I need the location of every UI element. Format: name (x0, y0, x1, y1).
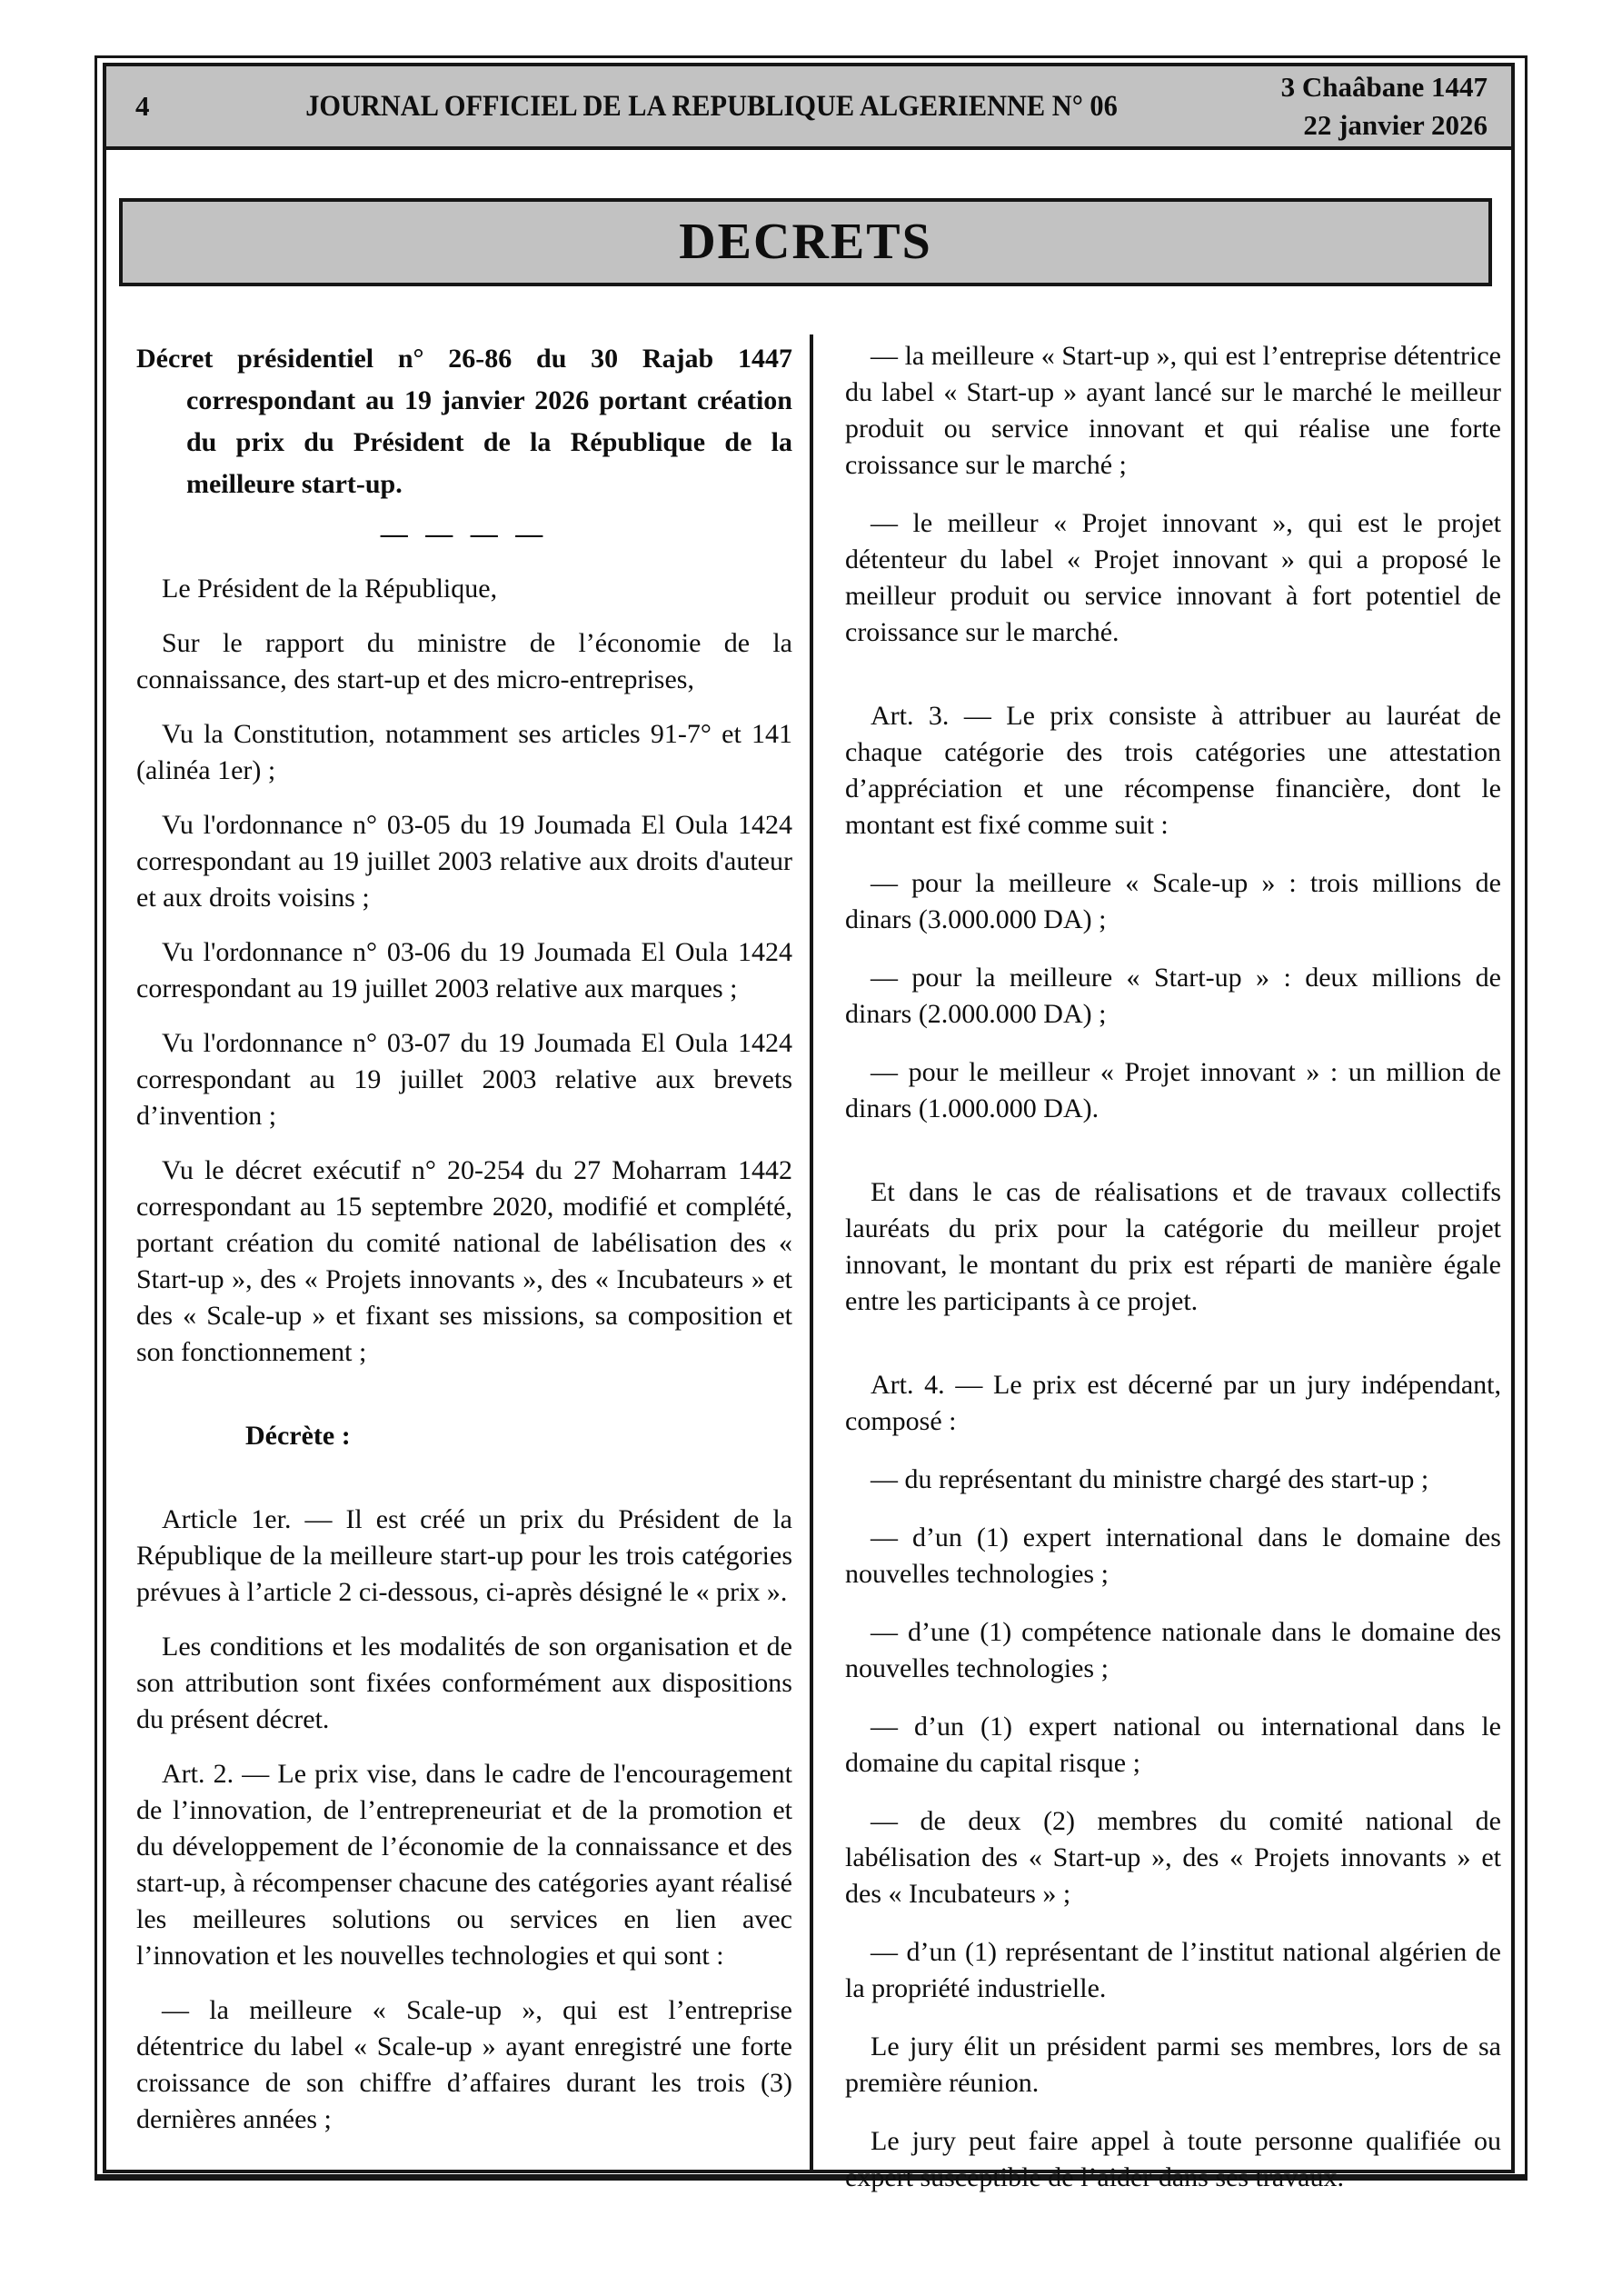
paragraph: Vu l'ordonnance n° 03-06 du 19 Joumada El Oula 1424 correspondant au 19 juillet 2003 relative aux marques ; (136, 937, 792, 1003)
list-item: — d’une (1) compétence nationale dans le domaine des nouvelles technologies ; (845, 1617, 1501, 1683)
decrete-heading: Décrète : (245, 1421, 351, 1451)
paragraph: Vu le décret exécutif n° 20-254 du 27 Moharram 1442 correspondant au 15 septembre 2020, modifié et complété, portant création du comité national de labélisation des « Start-up », des « Projets innovants », des « Incubateurs » et des « Scale-up » et fixant ses missions, sa composition et son fonctionnement ; (136, 1155, 792, 1367)
paragraph-article-2: Art. 2. — Le prix vise, dans le cadre de l'encouragement de l’innovation, de l’entrepreneuriat et de la promotion et du développement de l’économie de la connaissance et des start-up, à récompenser chacune des catégories ayant réalisé les meilleures solutions ou services en lien avec l’innovation et les nouvelles technologies et qui sont : (136, 1759, 792, 1971)
right-column (845, 338, 1501, 2196)
paragraph: Vu la Constitution, notamment ses articles 91-7° et 141 (alinéa 1er) ; (136, 719, 792, 785)
journal-title: JOURNAL OFFICIEL DE LA REPUBLIQUE ALGERIENNE N° 06 (305, 89, 1118, 123)
page-header (106, 66, 1511, 150)
list-item: — la meilleure « Scale-up », qui est l’entreprise détentrice du label « Scale-up » ayant enregistré une forte croissance de son chiffre d’affaires durant les trois (3) dernières années ; (136, 1995, 792, 2134)
left-column (136, 338, 792, 2138)
paragraph: Le jury élit un président parmi ses membres, lors de sa première réunion. (845, 2031, 1501, 2098)
paragraph-article-1: Article 1er. — Il est créé un prix du Président de la République de la meilleure start-up pour les trois catégories prévues à l’article 2 ci-dessous, ci-après désigné le « prix ». (136, 1504, 792, 1607)
list-item: — pour la meilleure « Scale-up » : trois millions de dinars (3.000.000 DA) ; (845, 868, 1501, 934)
list-item: — le meilleur « Projet innovant », qui est le projet détenteur du label « Projet innovant » qui a proposé le meilleur produit ou service innovant à fort potentiel de croissance sur le marché. (845, 508, 1501, 647)
paragraph: Le Président de la République, (162, 574, 498, 604)
paragraph: Vu l'ordonnance n° 03-07 du 19 Joumada El Oula 1424 correspondant au 19 juillet 2003 relative aux brevets d’invention ; (136, 1028, 792, 1131)
list-item: — de deux (2) membres du comité national de labélisation des « Start-up », des « Projets innovants » et des « Incubateurs » ; (845, 1806, 1501, 1909)
list-item: — du représentant du ministre chargé des start-up ; (871, 1464, 1429, 1494)
paragraph: Vu l'ordonnance n° 03-05 du 19 Joumada El Oula 1424 correspondant au 19 juillet 2003 relative aux droits d'auteur et aux droits voisins ; (136, 810, 792, 913)
issue-dates (1188, 68, 1511, 145)
date-gregorian: 22 janvier 2026 (1303, 109, 1488, 141)
decree-title: Décret présidentiel n° 26-86 du 30 Rajab 1447 correspondant au 19 janvier 2026 portant création du prix du Président de la République de la meilleure start-up. (136, 344, 792, 499)
date-hijri: 3 Chaâbane 1447 (1280, 71, 1488, 103)
paragraph: Et dans le cas de réalisations et de travaux collectifs lauréats du prix pour la catégorie du meilleur projet innovant, le montant du prix est réparti de manière égale entre les participants à ce projet. (845, 1177, 1501, 1316)
paragraph: Les conditions et les modalités de son organisation et de son attribution sont fixées conformément aux dispositions du présent décret. (136, 1632, 792, 1734)
list-item: — la meilleure « Start-up », qui est l’entreprise détentrice du label « Start-up » ayant lancé sur le marché le meilleur produit ou service innovant et qui réalise une forte croissance sur le marché ; (845, 341, 1501, 480)
column-divider (810, 334, 813, 2171)
paragraph: Sur le rapport du ministre de l’économie de la connaissance, des start-up et des micro-entreprises, (136, 628, 792, 694)
separator-dashes: — — — — (380, 519, 549, 549)
list-item: — d’un (1) expert national ou international dans le domaine du capital risque ; (845, 1712, 1501, 1778)
paragraph: Le jury peut faire appel à toute personne qualifiée ou expert susceptible de l’aider dans ses travaux. (845, 2126, 1501, 2192)
list-item: — d’un (1) expert international dans le domaine des nouvelles technologies ; (845, 1522, 1501, 1589)
page-number: 4 (135, 90, 150, 122)
paragraph-article-3: Art. 3. — Le prix consiste à attribuer au lauréat de chaque catégorie des trois catégories une attestation d’appréciation et une récompense financière, dont le montant est fixé comme suit : (845, 701, 1501, 840)
paragraph-article-4: Art. 4. — Le prix est décerné par un jury indépendant, composé : (845, 1370, 1501, 1436)
list-item: — d’un (1) représentant de l’institut national algérien de la propriété industrielle. (845, 1937, 1501, 2003)
list-item: — pour le meilleur « Projet innovant » : un million de dinars (1.000.000 DA). (845, 1057, 1501, 1123)
list-item: — pour la meilleure « Start-up » : deux millions de dinars (2.000.000 DA) ; (845, 963, 1501, 1029)
section-banner: DECRETS (119, 198, 1492, 286)
